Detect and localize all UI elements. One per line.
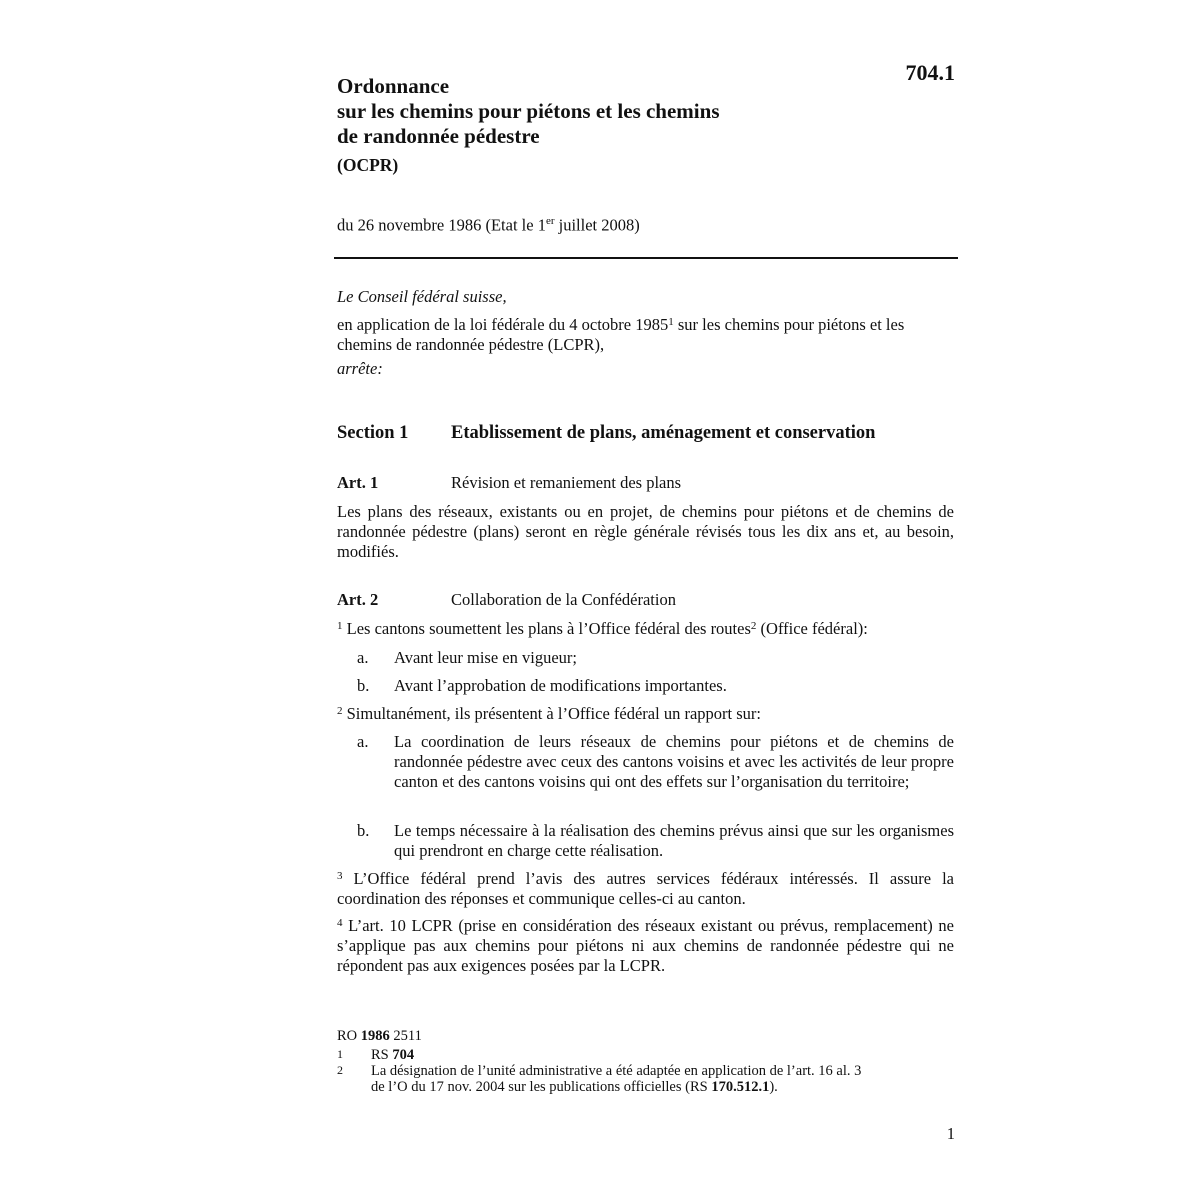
footnote [337,1047,937,1063]
footnote-line: de l’O du 17 nov. 2004 sur les publications officielles (RS [371,1079,712,1095]
list-item [357,821,954,861]
basis-text: en application de la loi fédérale du 4 octobre 1985 [337,315,669,334]
preamble-decree: arrête: [337,359,383,378]
article-1-heading [337,473,681,493]
list-item [357,648,954,668]
item-text: La coordination de leurs réseaux de chemins pour piétons et de chemins de randonnée pédestre avec ceux des cantons voisins et avec les activités de leur propre canton et des cantons voisins qui ont des effets sur l’organisation du territoire; [394,732,954,791]
paragraph-text: (Office fédéral): [756,619,868,638]
paragraph-2 [337,704,954,724]
preamble-basis [337,315,942,355]
footnote-text [371,1063,861,1095]
footnotes [337,1028,937,1095]
section-heading [337,423,875,444]
ro-page: 2511 [389,1028,422,1044]
item-text: Le temps nécessaire à la réalisation des chemins prévus ainsi que sur les organismes qui prendront en charge cette réalisation. [394,821,954,860]
basis-text: sur les chemins pour piétons et les chemins de randonnée pédestre (LCPR), [337,315,905,354]
paragraph-4 [337,916,954,976]
footnote-bold: 704 [392,1047,415,1063]
section-title: Etablissement de plans, aménagement et conservation [451,423,876,443]
paragraph-1 [337,619,954,639]
article-title: Révision et remaniement des plans [451,473,682,492]
paragraph-text: Les cantons soumettent les plans à l’Office fédéral des routes [342,619,751,638]
item-letter: a. [357,732,369,751]
page-number: 1 [946,1124,955,1143]
item-letter: b. [357,821,370,840]
sr-number: 704.1 [905,60,955,85]
ro-year: 1986 [360,1028,390,1044]
header-divider [334,257,958,259]
date-superscript: er [545,215,555,227]
title-line: sur les chemins pour piétons et les chemins [337,99,720,123]
paragraph-number: 4 [337,917,343,929]
paragraph-text: Simultanément, ils présentent à l’Office fédéral un rapport sur: [342,704,761,723]
paragraph-number: 1 [337,620,343,632]
title-line: de randonnée pédestre [337,124,540,148]
date-line [337,215,640,236]
ro-prefix: RO [337,1028,361,1044]
article-number: Art. 1 [337,473,379,492]
item-text: Avant leur mise en vigueur; [394,648,577,667]
paragraph-3 [337,869,954,909]
preamble [337,287,942,379]
paragraph-number: 3 [337,870,343,882]
preamble-issuer: Le Conseil fédéral suisse, [337,287,507,306]
document-abbreviation: (OCPR) [337,155,399,175]
paragraph-text: L’art. 10 LCPR (prise en considération des réseaux existant ou prévus, remplacement) ne s’applique pas aux chemins pour piétons ni aux chemins de randonnée pédestre qui ne répondent pas aux exigences posées par la LCPR. [337,916,954,975]
ro-reference [337,1028,937,1044]
article-number: Art. 2 [337,590,379,609]
footnote-text [371,1047,414,1063]
footnote-line: La désignation de l’unité administrative a été adaptée en application de l’art. 16 al. 3 [371,1063,862,1079]
list-item [357,676,954,696]
list-item [357,732,954,792]
paragraph-text: L’Office fédéral prend l’avis des autres services fédéraux intéressés. Il assure la coordination des réponses et communique celles-ci au canton. [337,869,954,908]
footnote-suffix: ). [769,1079,778,1095]
section-label: Section 1 [337,423,409,443]
footnote [337,1063,937,1095]
article-title: Collaboration de la Confédération [451,590,676,609]
item-letter: b. [357,676,370,695]
article-2-heading [337,590,676,610]
document-title [337,74,857,149]
footnote-ref[interactable]: 1 [668,316,674,328]
paragraph-number: 2 [337,705,343,717]
footnote-number: 2 [337,1063,343,1077]
date-suffix: juillet 2008) [554,215,640,235]
title-line: Ordonnance [337,74,450,98]
footnote-ref[interactable]: 2 [750,620,757,632]
footnote-number: 1 [337,1047,343,1061]
article-1-text: Les plans des réseaux, existants ou en projet, de chemins pour piétons et de chemins de randonnée pédestre (plans) seront en règle générale révisés tous les dix ans et, au besoin, modifiés. [337,502,954,561]
date-prefix: du 26 novembre 1986 (Etat le 1 [337,215,546,235]
footnote-prefix: RS [371,1047,393,1063]
item-text: Avant l’approbation de modifications importantes. [394,676,727,695]
footnote-bold: 170.512.1 [711,1079,770,1095]
item-letter: a. [357,648,369,667]
